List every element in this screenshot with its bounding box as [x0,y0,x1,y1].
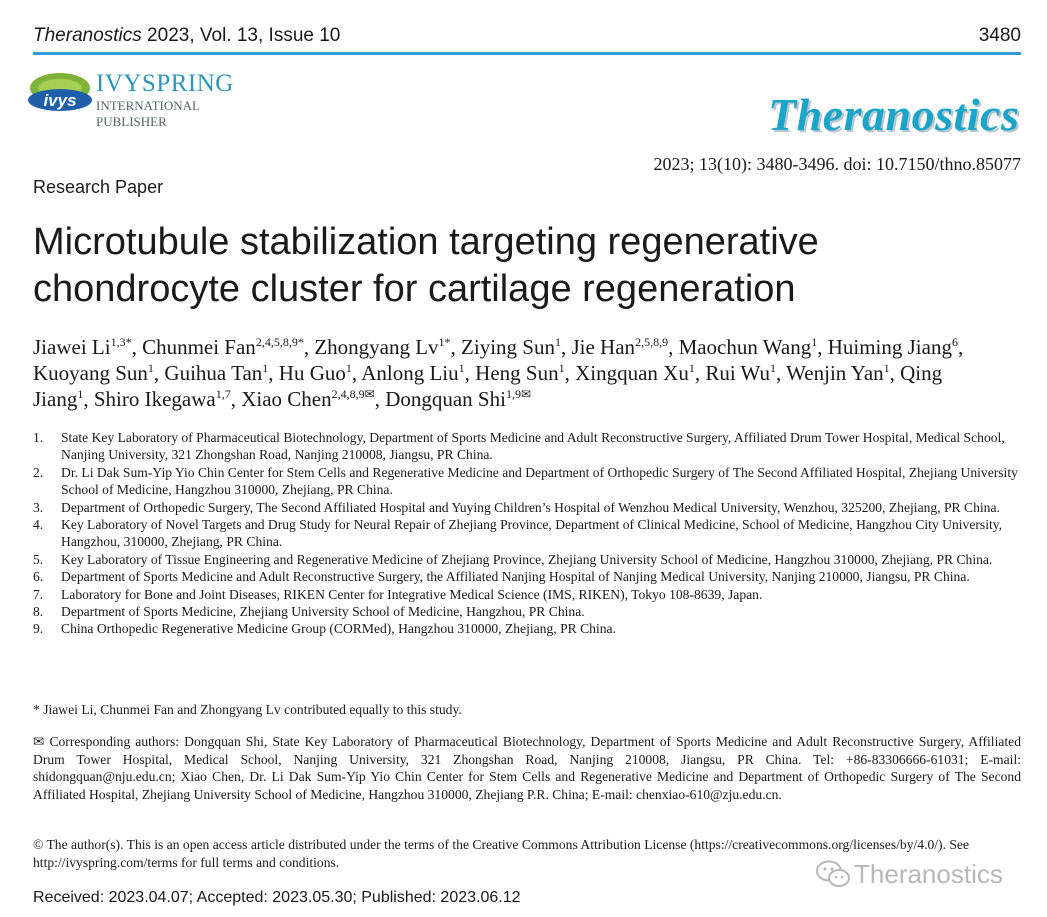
author-affiliation-marks: 1 [883,361,890,375]
author-name: Maochun Wang [678,335,812,359]
author-name: Anlong Liu [361,361,459,385]
ivyspring-logo [26,66,266,129]
affiliation-text: Department of Orthopedic Surgery, The Second Affiliated Hospital and Yuying Children’s Hospital of Wenzhou Medical University, Wenzhou, 325200, Zhejiang, PR China. [61,499,1000,515]
license-text: © The author(s). This is an open access article distributed under the terms of the Creative Commons Attribution License (https://creativecommons.org/licenses/by/4.0/). See http://ivyspring.com/terms for full terms and conditions. [33,837,969,870]
author [786,361,900,385]
journal-logo: Theranostics [768,89,1020,140]
author [279,361,361,385]
affiliation-number: 4. [33,517,44,533]
corresponding-text: Corresponding authors: Dongquan Shi, State Key Laboratory of Pharmaceutical Biotechnology, Department of Sports Medicine and Adult Reconstructive Surgery, Affiliated Drum Tower Hospital, Medical School, Nanjing University, 321 Zhongshan Road, Nanjing 210008, Jiangsu, PR China. Tel: +86-83306666-61031; E-mail: shidongquan@nju.edu.cn; Xiao Chen, Dr. Li Dak Sum-Yip Yio Chin Center for Stem Cells and Regenerative Medicine and Department of Orthopedic Surgery of The Second Affiliated Hospital, Zhejiang University School of Medicine, Hangzhou 310000, Zhejiang P.R. China; E-mail: chenxiao-610@zju.edu.cn. [33,734,1021,802]
author-affiliation-marks: 1,7 [215,387,231,401]
issue-info: 2023, Vol. 13, Issue 10 [141,25,341,46]
author-affiliation-marks: 1 [458,361,465,375]
affiliation-number: 6. [33,569,44,585]
affiliation-number: 1. [33,430,44,445]
author-affiliation-marks: 2,5,8,9 [635,335,669,349]
affiliation-item [33,586,1023,603]
author-affiliation-marks: 1 [770,361,777,375]
running-header [33,24,1021,55]
watermark-text: Theranostics [854,858,1003,889]
author-affiliation-marks: 1 [811,335,818,349]
affiliation-text: Laboratory for Bone and Joint Diseases, RIKEN Center for Integrative Medical Science (IMS, RIKEN), Tokyo 108-8639, Japan. [61,586,763,602]
author [33,361,164,385]
author [475,361,575,385]
author-name: Qing Jiang [33,361,943,411]
publisher-name: IVYSPRING [96,70,234,97]
corresponding-authors [33,733,1021,803]
author-affiliation-marks: 1* [438,335,451,349]
citation: 2023; 13(10): 3480-3496. doi: 10.7150/thno.85077 [653,154,1021,174]
author [164,361,278,385]
author-name: Hu Guo [278,361,346,385]
author-name: Huiming Jiang [827,335,952,359]
affiliation-text: State Key Laboratory of Pharmaceutical Biotechnology, Department of Sports Medicine and Adult Reconstructive Surgery, Affiliated Drum Tower Hospital, Medical School, Nanjing University, 321 Zhongshan Road, Nanjing 210008, Jiangsu, PR China. [61,430,1005,463]
author-affiliation-marks: 6 [951,335,958,349]
affiliation-item [33,516,1023,551]
article-title: Microtubule stabilization targeting regenerative chondrocyte cluster for cartilage regeneration [33,221,819,310]
author-name: Zhongyang Lv [314,335,439,359]
author [94,387,241,411]
author-name: Ziying Sun [461,335,555,359]
author-name: Jiawei Li [33,335,111,359]
author-separator: , [668,335,679,359]
affiliation-text: Department of Sports Medicine, Zhejiang University School of Medicine, Hangzhou, PR China. [61,604,585,620]
affiliation-number: 3. [33,499,44,515]
page-number: 3480 [978,25,1021,46]
author-affiliation-marks: 1 [77,387,84,401]
author-separator: , [957,335,964,359]
wechat-icon [816,859,850,889]
affiliation-item [33,499,1023,516]
author [828,335,964,359]
ivy-leaf-icon [26,66,94,122]
envelope-icon: ✉ [33,734,45,749]
author-separator: , [268,361,279,385]
author-name: Rui Wu [705,361,771,385]
affiliation-item [33,464,1023,499]
author [142,335,314,359]
author-separator: , [83,387,94,411]
author-name: Guihua Tan [164,361,263,385]
author-affiliation-marks: 1 [554,335,561,349]
article-type: Research Paper [33,177,164,197]
author-affiliation-marks: 1,3* [110,335,132,349]
author [33,335,142,359]
author-separator: , [303,335,315,359]
ivy-mark-text: ivys [43,91,77,110]
author [241,387,385,411]
author-separator: , [374,387,386,411]
journal-name: Theranostics [33,25,142,46]
affiliation-text: Department of Sports Medicine and Adult Reconstructive Surgery, the Affiliated Nanjing Hospital of Nanjing Medical University, Nanjing 210000, Jiangsu, PR China. [61,569,970,585]
author-affiliation-marks: 1 [262,361,269,375]
affiliation-item [33,429,1023,464]
author [361,361,475,385]
affiliation-item [33,568,1023,585]
affiliation-number: 2. [33,464,44,480]
author [575,361,705,385]
author [314,335,461,359]
affiliation-item [33,620,1023,637]
author-affiliation-marks: 1 [688,361,695,375]
equal-contribution-note: * Jiawei Li, Chunmei Fan and Zhongyang Lv contributed equally to this study. [33,702,462,717]
affiliation-item [33,603,1023,620]
author-name: Chunmei Fan [142,335,256,359]
author-affiliation-marks: 2,4,5,8,9* [255,335,304,349]
watermark [816,857,1003,891]
author-separator: , [889,361,901,385]
author-separator: , [694,361,706,385]
author-list [33,334,993,412]
author-affiliation-marks: 1 [147,361,154,375]
author-name: Shiro Ikegawa [93,387,216,411]
author-separator: , [817,335,828,359]
author-name: Kuoyang Sun [33,361,148,385]
author [679,335,828,359]
author-separator: , [351,361,362,385]
journal-issue [33,25,340,47]
author-name: Heng Sun [475,361,559,385]
author-name: Wenjin Yan [786,361,884,385]
affiliation-list [33,429,1023,638]
affiliation-text: China Orthopedic Regenerative Medicine Group (CORMed), Hangzhou 310000, Zhejiang, PR China. [61,621,616,637]
author-separator: , [131,335,143,359]
author-name: Xiao Chen [241,387,332,411]
author-name: Xingquan Xu [575,361,689,385]
affiliation-number: 8. [33,604,44,620]
affiliation-number: 9. [33,621,44,637]
author-affiliation-marks: 1 [345,361,352,375]
author [385,387,531,411]
author-separator: , [464,361,476,385]
affiliation-text: Key Laboratory of Novel Targets and Drug Study for Neural Repair of Zhejiang Province, Department of Clinical Medicine, School of Medicine, Hangzhou City University, Hangzhou, 310000, Zhejiang, PR China. [61,517,1003,550]
author-separator: , [560,335,572,359]
author-separator: , [776,361,787,385]
author-affiliation-marks: 2,4,8,9✉ [331,387,375,401]
author-separator: , [153,361,165,385]
author-separator: , [230,387,242,411]
author-affiliation-marks: 1 [558,361,565,375]
affiliation-number: 5. [33,551,44,567]
author [461,335,571,359]
author [571,335,678,359]
affiliation-item [33,551,1023,568]
affiliation-text: Key Laboratory of Tissue Engineering and Regenerative Medicine of Zhejiang Province, Zhejiang University School of Medicine, Hangzhou 310000, Zhejiang, PR China. [61,551,993,567]
author [705,361,786,385]
author-separator: , [450,335,462,359]
author-separator: , [564,361,576,385]
author-name: Dongquan Shi [385,387,506,411]
affiliation-number: 7. [33,586,44,602]
publication-dates: Received: 2023.04.07; Accepted: 2023.05.30; Published: 2023.06.12 [33,889,521,906]
author-affiliation-marks: 1,9✉ [505,387,531,401]
author-name: Jie Han [571,335,636,359]
publisher-subtitle: INTERNATIONAL PUBLISHER [96,98,200,129]
affiliation-text: Dr. Li Dak Sum-Yip Yio Chin Center for Stem Cells and Regenerative Medicine and Department of Orthopedic Surgery of The Second Affiliated Hospital, Zhejiang University School of Medicine, Hangzhou 310000, Zhejiang, PR China. [61,464,1018,498]
